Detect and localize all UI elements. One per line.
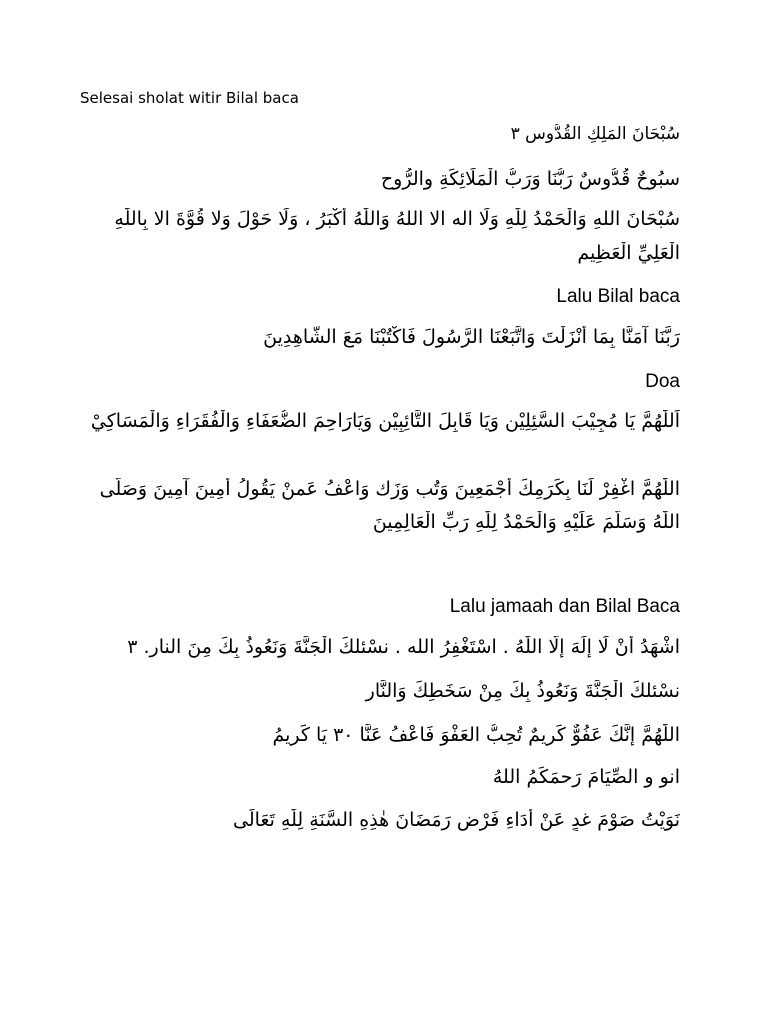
intro-text: Selesai sholat witir Bilal baca bbox=[80, 89, 299, 107]
arabic-line-subbuhun-quddus: سبُوحٌ قُدُّوسٌ رَبُّنَا وَرَبُّ الْمَلَائِكَةِ والرُّوحِ bbox=[380, 168, 680, 190]
arabic-line-rabbana-amanna: رَبَّنَا آمَنَّا بِمَا أَنْزَلْتَ وَاتَّبَعْنَا الرَّسُولَ فَاكْتُبْنَا مَعَ الشَّاهِدِينَ bbox=[263, 326, 680, 348]
arabic-line-subhanal-malikil-quddus: سُبْحَانَ المَلِكِ القُدُّوس ٣ bbox=[510, 124, 680, 144]
heading-doa: Doa bbox=[645, 371, 680, 392]
arabic-line-nasaluka-jannah: نسْئلكَ الْجَنَّةَ وَنَعُوذُ بِكَ مِنْ سَخَطِكَ وَالنَّارِ bbox=[365, 680, 680, 702]
arabic-line-doa-ighfir-2: اللّٰهُ وَسَلَّمَ عَلَيْهِ وَالْحَمْدُ لِلّٰهِ رَبِّ الْعَالِمِينَ bbox=[372, 511, 680, 533]
heading-lalu-bilal-baca: Lalu Bilal baca bbox=[556, 286, 680, 307]
arabic-line-niat-puasa: نَوَيْتُ صَوْمَ غدٍ عَنْ أَدَاءِ فَرْضِ رَمَضَانَ هٰذِهِ السَّنَةِ لِلّٰهِ تَعَالَى bbox=[233, 809, 680, 831]
arabic-line-niat-puasa-ajakan: انو و الصِّيَامَ رَحمَكَمُ اللهُ bbox=[492, 766, 680, 788]
arabic-line-tasbih-2: الْعَلِيِّ الْعَظِيمِ bbox=[577, 242, 680, 264]
arabic-line-tasbih-1: سُبْحَانَ اللهِ وَالْحَمْدُ لِلّٰهِ وَلَا اله الا اللهُ وَاللّٰهُ أَكْبَرُ ، وَلَا حَوْلَ وَلا قُوَّةَ الا بِاللّٰهِ bbox=[114, 208, 680, 230]
arabic-line-syahadat-istighfar: اشْهَدُ أَنْ لَا إِلَهَ إِلَّا اللّٰهُ . اسْتَغْفِرُ الله . نسْئلكَ الْجَنَّةَ وَنَعُوذُ بِكَ مِنَ النار. ٣ bbox=[127, 636, 680, 658]
arabic-line-doa-mujib: اَللّٰهُمَّ يَا مُجِيْبَ السَّئِلِيْن وَيَا قَابِلَ التَّائِبِيْن وَيَارَاحِمَ الضُّعَفَاءِ وَالْفُقَرَاءِ وَالْمَسَاكِيْ bbox=[90, 410, 680, 432]
heading-lalu-jamaah: Lalu jamaah dan Bilal Baca bbox=[449, 596, 680, 617]
arabic-line-doa-ighfir-1: اللّٰهُمَّ اغْفِرْ لَنَا بِكَرَمِكَ أَجْمَعِينَ وَتُب وَزَك وَاعْفُ عَمنْ يَقُولُ أَمِينَ آمِينَ وَصَلَّى bbox=[99, 478, 680, 500]
arabic-line-allahumma-innaka-afuwwun: اللّٰهُمَّ إِنَّكَ عَفُوٌّ كَرِيمٌ تُحِبُّ العَفْوَ فَاعْفُ عَنَّا ٣٠ يَا كَرِيمُ bbox=[272, 724, 680, 746]
